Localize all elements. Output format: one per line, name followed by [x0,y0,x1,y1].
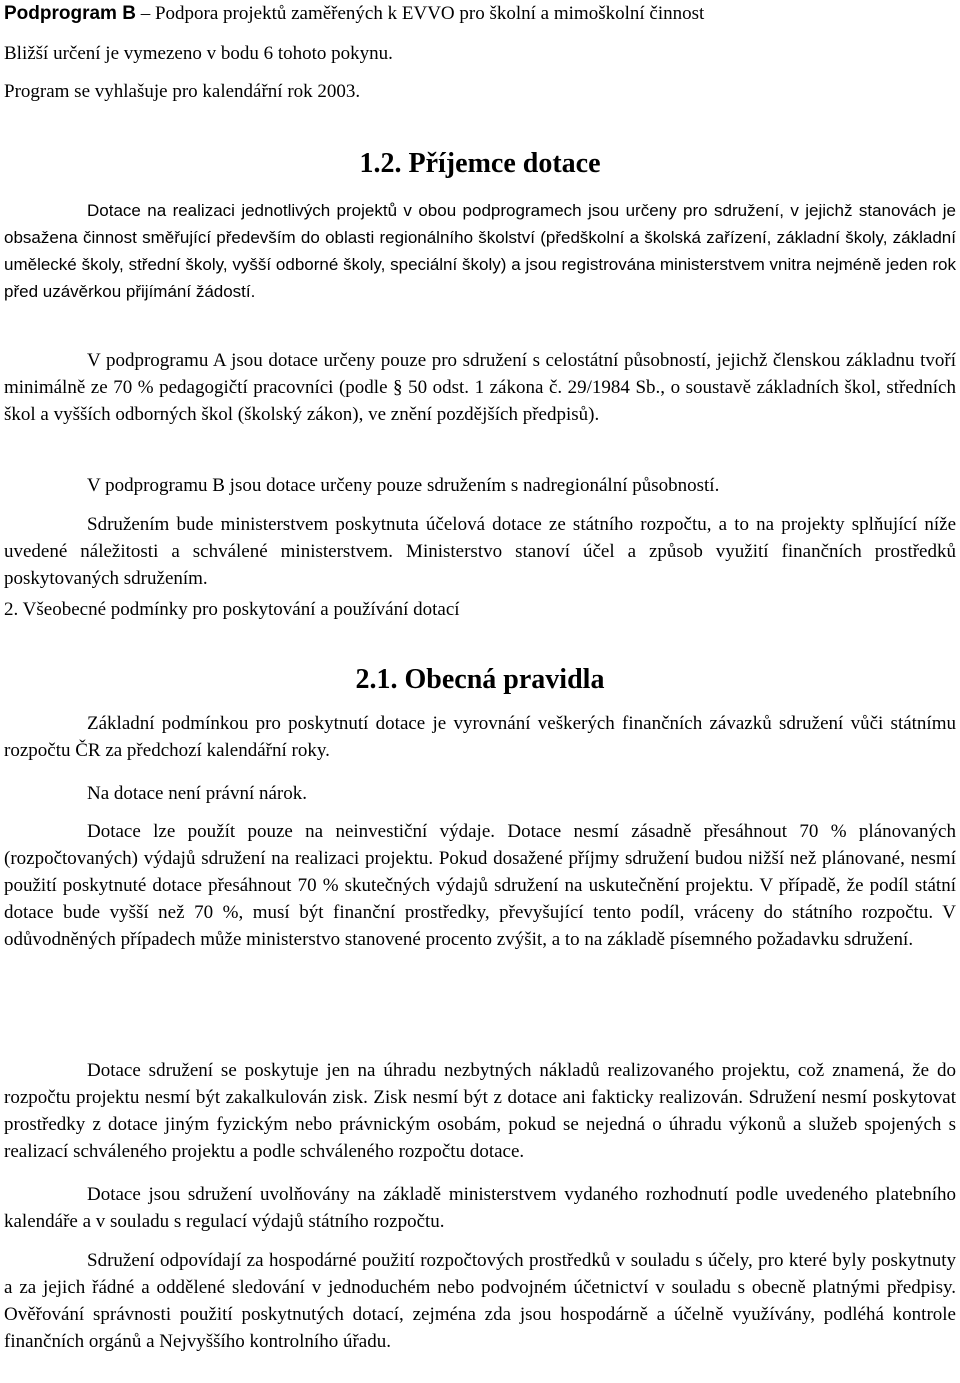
paragraph-uhrada-nakladu: Dotace sdružení se poskytuje jen na úhradu nezbytných nákladů realizovaného projektu, což znamená, že do rozpočtu projektu nesmí být zakalkulován zisk. Zisk nesmí být z dotace ani fakticky realizován. Sdružení nesmí poskytovat prostředky z dotace jiným fyzickým nebo právnickým osobám, pokud se nejedná o úhradu výkonů a služeb spojených s realizací schváleného projektu a podle schváleného rozpočtu dotace. [4,1060,956,1162]
paragraph-prijemci: Dotace na realizaci jednotlivých projektů v obou podprogramech jsou určeny pro sdružení, v jejichž stanovách je obsažena činnost směřující především do oblasti regionálního školství (předškolní a školská zařízení, základní školy, základní umělecké školy, střední školy, vyšší odborné školy, speciální školy) a jsou registrována ministerstvem vnitra nejméně jeden rok před uzávěrkou přijímání žádostí. [4,201,956,301]
paragraph-zakladni-podminka: Základní podmínkou pro poskytnutí dotace je vyrovnání veškerých finančních závazků sdružení vůči státnímu rozpočtu ČR za předchozí kalendářní roky. [4,713,956,761]
paragraph-ucelova-dotace: Sdružením bude ministerstvem poskytnuta účelová dotace ze státního rozpočtu, a to na projekty splňující níže uvedené náležitosti a schválené ministerstvem. Ministerstvo stanoví účel a způsob využití finančních prostředků poskytovaných sdružením. [4,514,956,589]
paragraph-podprogram-b: V podprogramu B jsou dotace určeny pouze sdružením s nadregionální působností. [87,475,720,496]
paragraph-hospodarne-pouziti: Sdružení odpovídají za hospodárné použití rozpočtových prostředků v souladu s účely, pro které byly poskytnuty a za jejich řádné a oddělené sledování v jednoduchém nebo podvojném účetnictví v souladu s obecně platnými předpisy. Ověřování správnosti použití poskytnutých dotací, zejména zda jsou hospodárně a účelně využívány, podléhá kontrole finančních orgánů a Nejvyššího kontrolního úřadu. [4,1250,956,1352]
heading-prijemce-dotace: 1.2. Příjemce dotace [359,148,601,179]
heading-obecna-pravidla: 2.1. Obecná pravidla [355,664,605,695]
paragraph-uvolnovani-dotaci: Dotace jsou sdružení uvolňovány na základě ministerstvem vydaného rozhodnutí podle uvedeného platebního kalendáře a v souladu s regulací výdajů státního rozpočtu. [4,1184,956,1232]
program-year: Program se vyhlašuje pro kalendářní rok 2003. [4,81,361,102]
paragraph-neinvesticni-vydaje: Dotace lze použít pouze na neinvestiční výdaje. Dotace nesmí zásadně přesáhnout 70 % plánovaných (rozpočtovaných) výdajů sdružení na realizaci projektu. Pokud dosažené příjmy sdružení budou nižší než plánované, nesmí použití poskytnuté dotace přesáhnout 70 % skutečných výdajů sdružení na uskutečnění projektu. V případě, že podíl státní dotace bude vyšší než 70 %, musí být finanční prostředky, převyšující tento podíl, vráceny do státního rozpočtu. V odůvodněných případech může ministerstvo stanovené procento zvýšit, a to na základě písemného požadavku sdružení. [4,821,956,950]
program-title-bold: Podprogram B [4,3,136,24]
program-reference: Bližší určení je vymezeno v bodu 6 tohoto pokynu. [4,43,393,64]
paragraph-podprogram-a: V podprogramu A jsou dotace určeny pouze pro sdružení s celostátní působností, jejichž členskou základnu tvoří minimálně ze 70 % pedagogičtí pracovníci (podle § 50 odst. 1 zákona č. 29/1984 Sb., o soustavě základních škol, středních škol a vyšších odborných škol (školský zákon), ve znění pozdějších předpisů). [4,350,956,425]
paragraph-pravni-narok: Na dotace není právní nárok. [87,783,307,804]
section-vseobecne-podminky: 2. Všeobecné podmínky pro poskytování a používání dotací [4,599,460,620]
program-title [4,2,704,26]
program-title-rest: – Podpora projektů zaměřených k EVVO pro školní a mimoškolní činnost [135,3,705,24]
